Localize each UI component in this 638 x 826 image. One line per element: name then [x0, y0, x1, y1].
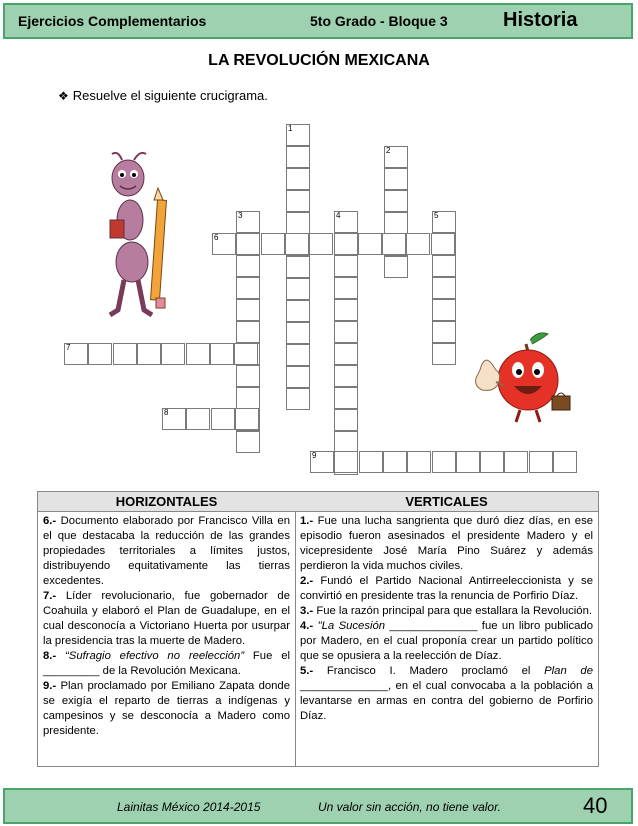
crossword-cell[interactable] [137, 343, 161, 365]
horizontales-heading: HORIZONTALES [38, 492, 295, 512]
clue-v5: 5.- Francisco I. Madero proclamó el Plan de ______________, en el cual convocaba a la población a levantarse en armas en contra del gobierno de Porfirio Díaz. [300, 665, 593, 722]
crossword-cell[interactable] [286, 168, 310, 190]
clue-number-label: 8 [164, 408, 169, 417]
crossword-cell[interactable] [334, 387, 358, 409]
verticales-heading: VERTICALES [295, 492, 598, 512]
crossword-cell[interactable] [431, 233, 455, 255]
crossword-cell[interactable] [334, 233, 358, 255]
crossword-cell[interactable] [358, 233, 382, 255]
crossword-cell[interactable] [432, 321, 456, 343]
clue-number-label: 5 [434, 211, 439, 220]
crossword-cell[interactable] [406, 233, 430, 255]
crossword-cell[interactable] [113, 343, 137, 365]
crossword-cell[interactable] [384, 212, 408, 234]
crossword-cell[interactable] [286, 146, 310, 168]
crossword-cell[interactable] [286, 256, 310, 278]
clue-number-label: 6 [214, 233, 219, 242]
crossword-cell[interactable] [384, 190, 408, 212]
crossword-cell[interactable] [286, 322, 310, 344]
crossword-cell[interactable] [88, 343, 112, 365]
clue-v2: 2.- Fundó el Partido Nacional Antirreeleccionista y se convirtió en presidente tras la renuncia de Porfirio Díaz. [300, 575, 593, 602]
crossword-cell[interactable] [432, 255, 456, 277]
crossword-cell[interactable] [334, 451, 358, 473]
clue-h9: 9.- Plan proclamado por Emiliano Zapata donde se exigía el reparto de tierras a indígenas y campesinos y se desconocía a Madero como presidente. [43, 680, 290, 737]
header-title: Ejercicios Complementarios [18, 13, 207, 29]
crossword-cell[interactable] [384, 168, 408, 190]
crossword-cell[interactable] [480, 451, 504, 473]
crossword-cell[interactable] [285, 233, 309, 255]
crossword-cell[interactable] [235, 408, 259, 430]
crossword-cell[interactable] [456, 451, 480, 473]
crossword-cell[interactable] [186, 343, 210, 365]
crossword-cell[interactable] [286, 300, 310, 322]
crossword-cell[interactable] [236, 233, 260, 255]
clue-number-label: 9 [312, 451, 317, 460]
ant-with-pencil-illustration [100, 150, 180, 325]
crossword-cell[interactable] [432, 343, 456, 365]
crossword-cell[interactable] [334, 409, 358, 431]
crossword-cell[interactable] [286, 388, 310, 410]
crossword-cell[interactable] [334, 365, 358, 387]
clues-table [37, 491, 599, 767]
crossword-cell[interactable] [286, 212, 310, 234]
header-grade: 5to Grado - Bloque 3 [310, 13, 448, 29]
crossword-cell[interactable] [529, 451, 553, 473]
crossword-cell[interactable] [186, 408, 210, 430]
crossword-cell[interactable] [334, 431, 358, 453]
header-subject: Historia [503, 9, 578, 31]
crossword-cell[interactable] [236, 277, 260, 299]
clue-number-label: 4 [336, 211, 341, 220]
crossword-cell[interactable] [286, 366, 310, 388]
clue-h6: 6.- Documento elaborado por Francisco Villa en el que destacaba la reducción de las grandes propiedades territoriales a límites justos, distribuyendo equitativamente las tierras excedentes. [43, 515, 290, 587]
footer-bar [3, 788, 633, 824]
crossword-cell[interactable] [161, 343, 185, 365]
crossword-cell[interactable] [236, 321, 260, 343]
crossword-cell[interactable] [236, 431, 260, 453]
crossword-cell[interactable] [236, 365, 260, 387]
crossword-cell[interactable] [286, 190, 310, 212]
clue-v1: 1.- Fue una lucha sangrienta que duró diez días, en ese episodio fueron asesinados el presidente Madero y el vicepresidente José María Pino Suárez y además perdieron la vida muchos civiles. [300, 515, 593, 572]
crossword-cell[interactable] [309, 233, 333, 255]
crossword-cell[interactable] [334, 255, 358, 277]
header-bar [3, 3, 633, 39]
crossword-cell[interactable] [334, 321, 358, 343]
crossword-cell[interactable] [286, 344, 310, 366]
clue-number-label: 3 [238, 211, 243, 220]
clue-number-label: 7 [66, 343, 71, 352]
diamond-bullet-icon: ❖ [58, 89, 69, 103]
apple-thumbs-up-illustration [460, 330, 580, 430]
clue-h8: 8.- “Sufragio efectivo no reelección” Fue el _________ de la Revolución Mexicana. [43, 650, 290, 677]
crossword-cell[interactable] [432, 299, 456, 321]
crossword-cell[interactable] [553, 451, 577, 473]
page-title: LA REVOLUCIÓN MEXICANA [208, 52, 430, 69]
clue-v3: 3.- Fue la razón principal para que estallara la Revolución. [300, 605, 593, 617]
crossword-cell[interactable] [236, 387, 260, 409]
crossword-cell[interactable] [236, 255, 260, 277]
crossword-cell[interactable] [286, 278, 310, 300]
footer-left: Lainitas México 2014-2015 [117, 800, 261, 814]
crossword-cell[interactable] [334, 343, 358, 365]
verticales-column [295, 492, 598, 766]
clue-v4: 4.- "La Sucesión ______________ fue un libro publicado por Madero, en el cual proponía crear un partido político que se opusiera a la reelección de Díaz. [300, 620, 593, 662]
crossword-cell[interactable] [359, 451, 383, 473]
clue-h7: 7.- Líder revolucionario, fue gobernador de Coahuila y elaboró el Plan de Guadalupe, en el cual desconocía a Victoriano Huerta por usurpar la presidencia tras la muerte de Madero. [43, 590, 290, 647]
instruction-text: Resuelve el siguiente crucigrama. [72, 88, 268, 103]
crossword-cell[interactable] [383, 451, 407, 473]
crossword-cell[interactable] [334, 277, 358, 299]
crossword-cell[interactable] [236, 299, 260, 321]
clue-number-label: 1 [288, 124, 293, 133]
instruction [58, 88, 268, 103]
crossword-cell[interactable] [210, 343, 234, 365]
crossword-cell[interactable] [384, 256, 408, 278]
crossword-cell[interactable] [334, 299, 358, 321]
crossword-cell[interactable] [432, 277, 456, 299]
crossword-cell[interactable] [382, 233, 406, 255]
crossword-cell[interactable] [234, 343, 258, 365]
footer-motto: Un valor sin acción, no tiene valor. [318, 800, 501, 814]
crossword-cell[interactable] [407, 451, 431, 473]
crossword-cell[interactable] [504, 451, 528, 473]
horizontales-column [38, 492, 296, 766]
clue-number-label: 2 [386, 146, 391, 155]
crossword-cell[interactable] [211, 408, 235, 430]
crossword-cell[interactable] [432, 451, 456, 473]
page-number: 40 [583, 793, 608, 818]
crossword-cell[interactable] [261, 233, 285, 255]
